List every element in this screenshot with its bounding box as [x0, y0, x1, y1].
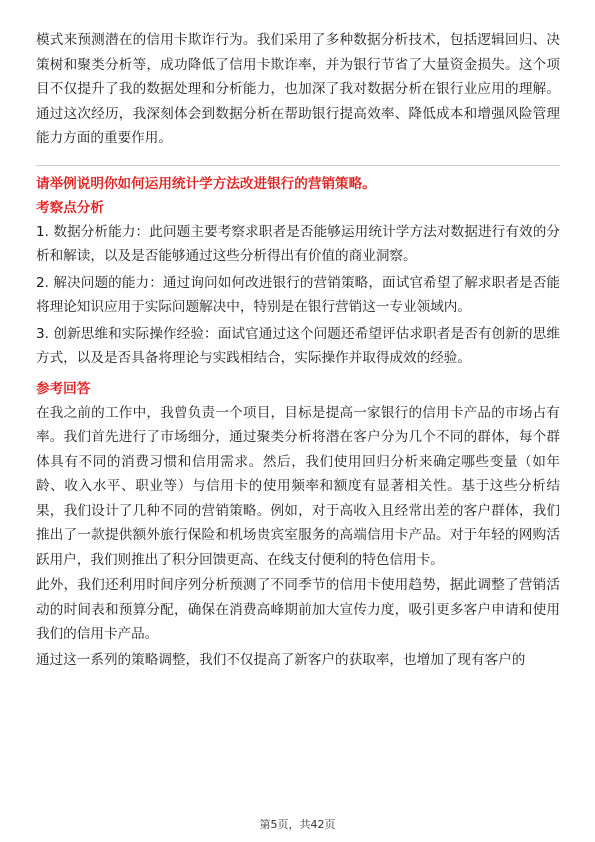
- answer-paragraph-2: 此外，我们还利用时间序列分析预测了不同季节的信用卡使用趋势，据此调整了营销活动的时间表和预算分配，确保在消费高峰期前加大宣传力度，吸引更多客户申请和使用我们的信用卡产品。: [36, 577, 560, 642]
- document-page: [36, 28, 560, 673]
- analysis-list: [36, 220, 560, 371]
- answer-paragraph-1: 在我之前的工作中，我曾负责一个项目，目标是提高一家银行的信用卡产品的市场占有率。我们首先进行了市场细分，通过聚类分析将潜在客户分为几个不同的群体，每个群体具有不同的消费习惯和信用需求。然后，我们使用回归分析来确定哪些变量（如年龄、收入水平、职业等）与信用卡的使用频率和额度有显著相关性。基于这些分析结果，我们设计了几种不同的营销策略。例如，对于高收入且经常出差的客户群体，我们推出了一款提供额外旅行保险和机场贵宾室服务的高端信用卡产品。对于年轻的网购活跃用户，我们则推出了积分回馈更高、在线支付便利的特色信用卡。: [36, 404, 560, 568]
- answer-paragraph-3: 通过这一系列的策略调整，我们不仅提高了新客户的获取率，也增加了现有客户的: [36, 651, 526, 668]
- question-title: 请举例说明你如何运用统计学方法改进银行的营销策略。: [36, 175, 376, 192]
- analysis-item-3: 3. 创新思维和实际操作经验：面试官通过这个问题还希望评估求职者是否有创新的思维方式，以及是否具备将理论与实践相结合，实际操作并取得成效的经验。: [36, 325, 560, 366]
- intro-paragraph: 模式来预测潜在的信用卡欺诈行为。我们采用了多种数据分析技术，包括逻辑回归、决策树和聚类分析等，成功降低了信用卡欺诈率，并为银行节省了大量资金损失。这个项目不仅提升了我的数据处理和分析能力，也加深了我对数据分析在银行业应用的理解。通过这次经历，我深刻体会到数据分析在帮助银行提高效率、降低成本和增强风险管理能力方面的重要作用。: [36, 32, 560, 146]
- answer-body: [36, 401, 560, 673]
- section-divider: [36, 165, 560, 166]
- answer-heading: 参考回答: [36, 380, 91, 397]
- analysis-heading: 考察点分析: [36, 199, 104, 216]
- analysis-item-1: 1. 数据分析能力：此问题主要考察求职者是否能够运用统计学方法对数据进行有效的分析和解读，以及是否能够通过这些分析得出有价值的商业洞察。: [36, 223, 560, 264]
- analysis-item-2: 2. 解决问题的能力：通过询问如何改进银行的营销策略，面试官希望了解求职者是否能将理论知识应用于实际问题解决中，特别是在银行营销这一专业领域内。: [36, 274, 560, 315]
- page-number: 第5页，共42页: [259, 818, 336, 831]
